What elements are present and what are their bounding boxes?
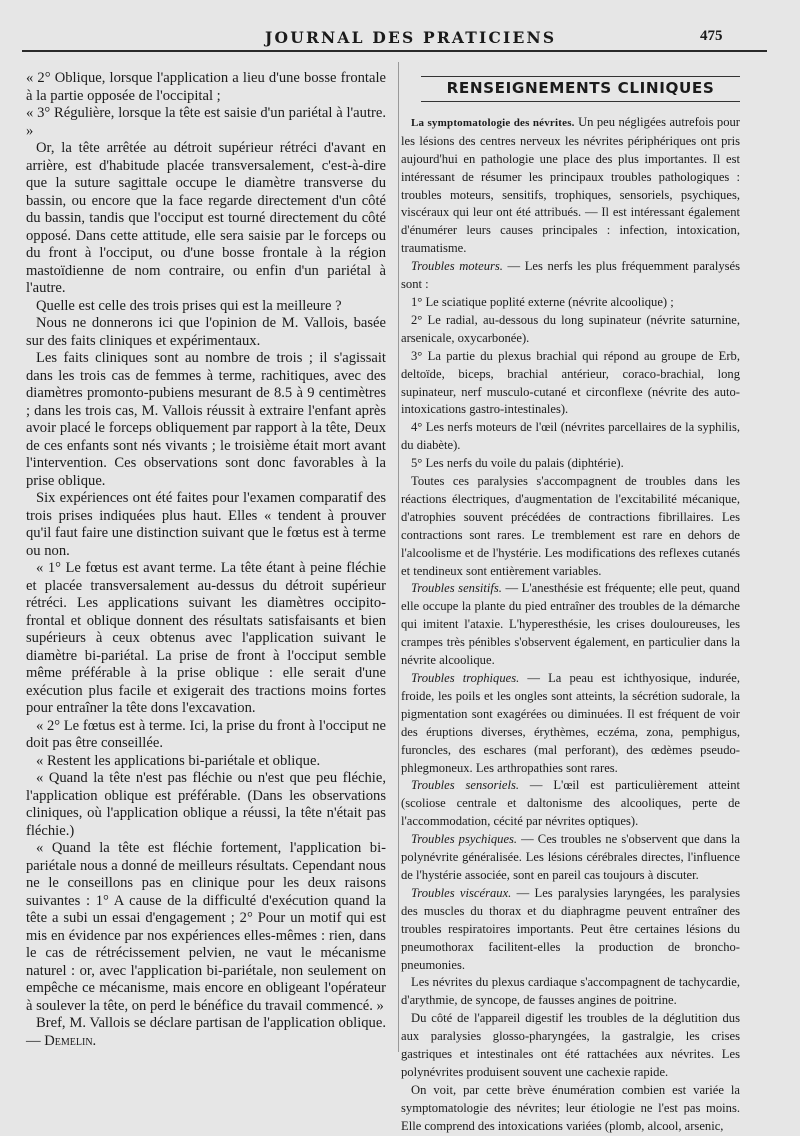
paragraph: Quelle est celle des trois prises qui est la meilleure ? [36,297,342,314]
page-number: 475 [700,28,723,44]
visceral-heading: Troubles viscéraux. [411,885,512,900]
paragraph: Toutes ces paralysies s'accompagnent de troubles dans les réactions électriques, d'augmentation de l'excitabilité mécanique, d'atrophies souvent précédées de contractions fibrillaires. Les contractions sont rares. Le tremblement est rare en dehors de l'alcoolisme et de l'hystérie. Les modifications des reflexes cutanés et tendineux sont entièrement variables. [401,474,740,578]
list-item: 1° Le sciatique poplité externe (névrite alcoolique) ; [411,294,674,309]
visceral-text: — Les paralysies laryngées, les paralysies des muscles du thorax et du diaphragme peuvent entraîner des troubles respiratoires importants. Peut être certaines lésions du pneumothorax facilitent-elles la production de broncho-pneumonies. [401,885,740,972]
right-column [401,70,740,1136]
paragraph: « 3° Régulière, lorsque la tête est saisie d'un pariétal à l'autre. » [26,105,386,139]
left-column [26,70,386,1050]
paragraph: Nous ne donnerons ici que l'opinion de M. Vallois, basée sur des faits cliniques et expérimentaux. [26,315,386,349]
psychic-heading: Troubles psychiques. [411,832,518,847]
motor-intro: — Les nerfs les plus fréquemment paralysés sont : [401,259,741,292]
paragraph: Or, la tête arrêtée au détroit supérieur rétréci d'avant en arrière, est d'habitude placée transversalement, c'est-à-dire que la suture sagittale occupe le diamètre transverse du bassin, ou encore que la face regarde directement d'un côté du bassin, tandis que l'occiput est tourné directement du côté opposé. Dans cette attitude, elle sera saisie par le forceps ou du front à l'occiput, ou d'une bosse frontale à la région mastoïdienne de nom contraire, ou enfin d'un pariétal à l'autre. [26,140,386,296]
senses-heading: Troubles sensoriels. [411,778,520,793]
sensory-paragraph [401,580,740,670]
psychic-text: — Ces troubles ne s'observent que dans la polynévrite généralisée. Les lésions cérébrales directes, l'influence de l'hystérie associée, sont en pareil cas toujours à discuter. [401,832,740,882]
list-item: 2° Le radial, au-dessous du long supinateur (névrite saturnine, arsenicale, oxycarbonée). [401,312,740,345]
paragraph: On voit, par cette brève énumération combien est variée la symptomatologie des névrites; leur étiologie ne l'est pas moins. Elle comprend des intoxications variées (plomb, alcool, arsenic, [401,1082,740,1133]
lead-text: Un peu négligées autrefois pour les lésions des centres nerveux les névrites périphériques ont pris aujourd'hui en pathologie une place des plus importantes. Il est intéressant de résumer les principaux troubles pathologiques : troubles moteurs, sensitifs, trophiques, sensoriels, psychiques, viscéraux qui leur ont été attribués. — Il est intéressant également d'énumérer leurs causes principales : infection, intoxication, traumatisme. [401,114,741,256]
sensory-text: — L'anesthésie est fréquente; elle peut, quand elle occupe la plante du pied entraîner des troubles de la démarche qui imitent l'ataxie. L'hyperesthésie, les crises douloureuses, les crampes très pénibles s'observent également, en particulier dans la névrite alcoolique. [401,581,740,668]
closing-paragraph [26,1015,386,1050]
article-title: La symptomatologie des névrites. [411,116,575,129]
paragraph: Six expériences ont été faites pour l'examen comparatif des trois prises indiquées plus haut. Elles « tendent à prouver qu'il faut faire une distinction suivant que le fœtus est à terme ou non. [26,490,386,559]
journal-title: JOURNAL DES PRATICIENS [265,28,557,47]
visceral-paragraph [401,885,740,975]
paragraph: « 2° Oblique, lorsque l'application a lieu d'une bosse frontale à la partie opposée de l'occipital ; [26,70,386,104]
trophic-text: — La peau est ichthyosique, indurée, froide, les poils et les ongles sont atteints, la sécrétion sudorale, la pigmentation sont exagérées ou diminuées. Il est fréquent de voir des éruptions diverses, érythèmes, eczéma, zona, pemphigus, furoncles, des eschares (mal perforant), des œdèmes pseudo-phlegmoneux. Les arthropathies sont rares. [401,671,740,775]
senses-paragraph [401,777,740,831]
paragraph: « Quand la tête est fléchie fortement, l'application bi-pariétale nous a donné de meilleurs résultats. Cependant nous ne le conseillons pas en clinique pour les deux raisons suivantes : 1° A cause de la difficulté d'exécution quand la tête a subi un essai d'engagement ; 2° Pour un motif qui est mis en évidence par nos expériences elles-mêmes : rien, dans le cas de rétrécissement pelvien, ne vaut le mécanisme naturel : or, avec l'application bi-pariétale, non seulement on empêche ce mécanisme, mais encore en obligeant l'opérateur à soulever la tête, on perd le bénéfice du travail commencé. » [26,840,386,1014]
closing-text: Bref, M. Vallois se déclare partisan de l'application oblique. — [26,1015,386,1049]
list-item: 4° Les nerfs moteurs de l'œil (névrites parcellaires de la syphilis, du diabète). [401,420,740,453]
paragraph: « 1° Le fœtus est avant terme. La tête étant à peine fléchie et placée transversalement au-dessus du détroit supérieur rétréci. Les applications suivant les diamètres occipito-frontal et oblique donnent des résultats satisfaisants et bien supérieurs à ceux obtenus avec l'application suivant le diamètre bi-pariétal. La prise de front à l'occiput semble même préférable à la prise oblique : elle serait d'une exécution plus facile et exigerait des tractions moins fortes pour entraîner la tête dons l'excavation. [26,560,386,716]
paragraph: « 2° Le fœtus est à terme. Ici, la prise du front à l'occiput ne doit pas être conseillée. [26,717,386,751]
motor-paragraph [401,258,740,294]
list-item: 5° Les nerfs du voile du palais (diphtérie). [411,456,624,471]
sensory-heading: Troubles sensitifs. [411,581,502,596]
header-rule [22,50,767,52]
paragraph: Les faits cliniques sont au nombre de trois ; il s'agissait dans les trois cas de femmes à terme, rachitiques, avec des diamètres promonto-pubiens mesurant de 8.5 à 9 centimètres ; dans les trois cas, M. Vallois réussit à extraire l'enfant après avoir placé le forceps obliquement par rapport à la tête, Deux de ces enfants sont nés vivants ; le troisième était mort avant l'intervention. Ces observations sont donc favorables à la prise oblique. [26,350,386,489]
lead-paragraph [401,114,740,258]
page-header [0,0,800,54]
paragraph: Les névrites du plexus cardiaque s'accompagnent de tachycardie, d'arythmie, de syncope, de fausses angines de poitrine. [401,975,740,1008]
paragraph: « Quand la tête n'est pas fléchie ou n'est que peu fléchie, l'application oblique est préférable. (Dans les observations cliniques, où l'application oblique a réussi, la tête n'était pas fléchie.) [26,770,386,839]
trophic-paragraph [401,670,740,777]
paragraph: « Restent les applications bi-pariétale et oblique. [36,752,321,769]
psychic-paragraph [401,831,740,885]
column-divider [398,62,399,1052]
trophic-heading: Troubles trophiques. [411,671,520,685]
author-signature: Demelin. [44,1032,97,1049]
motor-heading: Troubles moteurs. [411,259,503,274]
section-title: RENSEIGNEMENTS CLINIQUES [421,76,740,102]
paragraph: Du côté de l'appareil digestif les troubles de la déglutition dus aux paralysies glosso-pharyngées, la gastralgie, les crises gastriques et intestinales ont été rattachées aux névrites. Les polynévrites produisent souvent une cachexie rapide. [401,1011,740,1079]
list-item: 3° La partie du plexus brachial qui répond au groupe de Erb, deltoïde, biceps, brachial antérieur, coraco-brachial, long supinateur, nerf musculo-cutané et circonflexe (névrite des auto-intoxications gastro-intestinales). [401,348,740,417]
senses-text: — L'œil est particulièrement atteint (scoliose centrale et daltonisme des alcooliques, perte de l'accommodation, cécité par névrites optiques). [401,778,740,829]
